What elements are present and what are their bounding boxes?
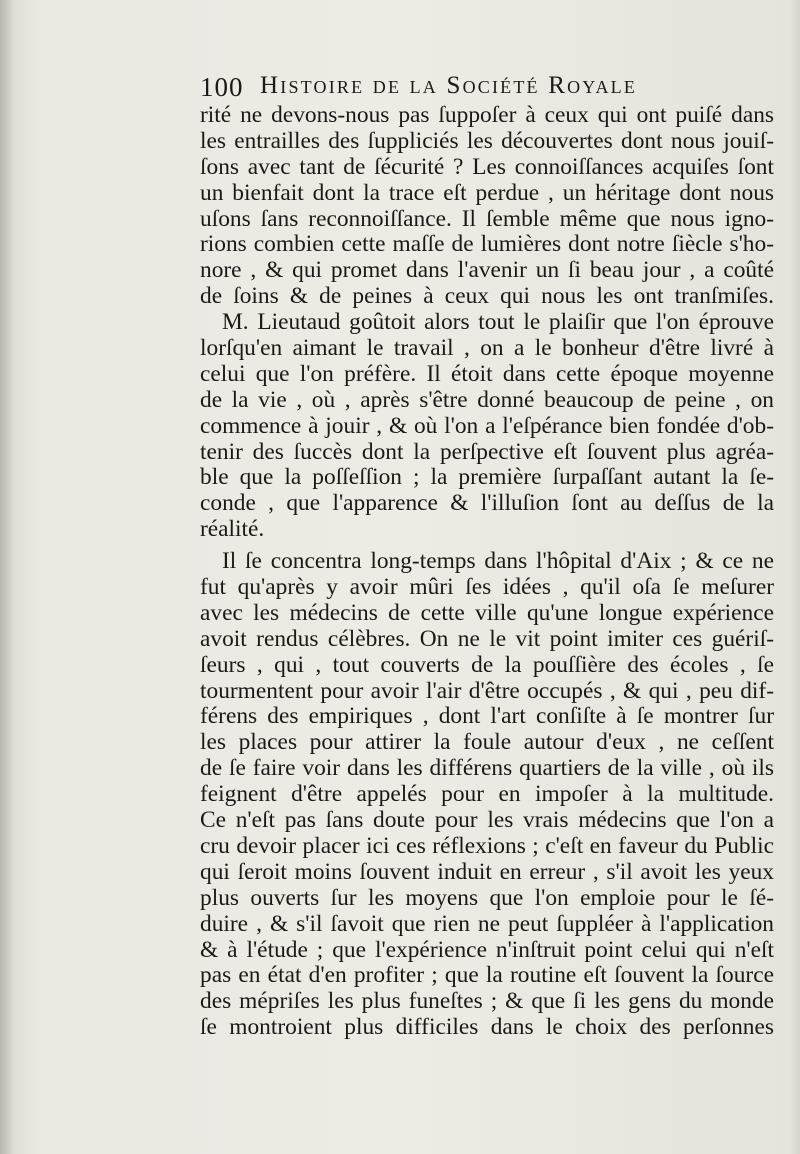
text-line: de ſe faire voir dans les différens quartiers de la ville , où ils <box>200 755 774 782</box>
text-line: Il ſe concentra long-temps dans l'hôpital d'Aix ; & ce ne <box>222 548 774 575</box>
text-line: les places pour attirer la foule autour d'eux , ne ceſſent <box>200 729 774 756</box>
text-line: pas en état d'en profiter ; que la routine eſt ſouvent la ſource <box>200 962 774 989</box>
text-line: ſeurs , qui , tout couverts de la pouſſière des écoles , ſe <box>200 651 774 678</box>
text-line: qui ſeroit moins ſouvent induit en erreur , s'il avoit les yeux <box>200 858 774 885</box>
text-line: des mépriſes les plus funeſtes ; & que ſi les gens du monde <box>200 988 774 1015</box>
text-line: conde , que l'apparence & l'illuſion ſont au deſſus de la <box>200 490 774 517</box>
text-line: feignent d'être appelés pour en impoſer à la multitude. <box>200 781 774 808</box>
text-line: uſons ſans reconnoiſſance. Il ſemble même que nous igno- <box>200 205 774 232</box>
text-line: duire , & s'il ſavoit que rien ne peut ſuppléer à l'application <box>200 910 774 937</box>
text-line: de ſoins & de peines à ceux qui nous les ont tranſmiſes. <box>200 283 774 310</box>
text-line: rité ne devons-nous pas ſuppoſer à ceux qui ont puiſé dans <box>200 102 774 128</box>
running-title: Histoire de la Société Royale <box>260 72 638 99</box>
text-line: tenir des ſuccès dont la perſpective eſt ſouvent plus agréa- <box>200 438 774 465</box>
text-line: tourmentent pour avoir l'air d'être occupés , & qui , peu dif- <box>200 677 774 704</box>
text-line: lorſqu'en aimant le travail , on a le bonheur d'être livré à <box>200 335 774 362</box>
text-line: un bienfait dont la trace eſt perdue , un héritage dont nous <box>200 179 774 206</box>
text-line: Ce n'eſt pas ſans doute pour les vrais médecins que l'on a <box>200 807 774 834</box>
text-line: les entrailles des ſuppliciés les découvertes dont nous jouiſ- <box>200 127 774 154</box>
text-line: de la vie , où , après s'être donné beaucoup de peine , on <box>200 386 774 413</box>
paragraph <box>200 310 774 543</box>
text-line: ſe montroient plus difficiles dans le choix des perſonnes <box>200 1014 774 1041</box>
page-header <box>200 66 760 106</box>
body-text <box>200 103 774 1041</box>
text-line: rions combien cette maſſe de lumières dont notre ſiècle s'ho- <box>200 231 774 258</box>
text-line: avec les médecins de cette ville qu'une longue expérience <box>200 599 774 626</box>
text-line: fut qu'après y avoir mûri ſes idées , qu'il oſa ſe meſurer <box>200 574 774 601</box>
text-line: férens des empiriques , dont l'art conſiſte à ſe montrer ſur <box>200 703 774 730</box>
text-line: cru devoir placer ici ces réflexions ; c'eſt en faveur du Public <box>200 832 774 859</box>
text-line: ble que la poſſeſſion ; la première ſurpaſſant autant la ſe- <box>200 464 774 491</box>
text-line: & à l'étude ; que l'expérience n'inſtruit point celui qui n'eſt <box>200 936 774 963</box>
text-line: ſons avec tant de ſécurité ? Les connoiſſances acquiſes ſont <box>200 153 774 180</box>
text-line: M. Lieutaud goûtoit alors tout le plaiſir que l'on éprouve <box>222 309 774 336</box>
paragraph <box>200 103 774 310</box>
text-line: avoit rendus célèbres. On ne le vit point imiter ces guériſ- <box>200 625 774 652</box>
text-line: nore , & qui promet dans l'avenir un ſi beau jour , a coûté <box>200 257 774 284</box>
text-line: plus ouverts ſur les moyens que l'on emploie pour le ſé- <box>200 884 774 911</box>
text-line: celui que l'on préfère. Il étoit dans cette époque moyenne <box>200 360 774 387</box>
text-line: réalité. <box>200 516 265 543</box>
page-number: 100 <box>200 72 244 102</box>
paragraph <box>200 549 774 1041</box>
text-line: commence à jouir , & où l'on a l'eſpérance bien fondée d'ob- <box>200 412 774 439</box>
